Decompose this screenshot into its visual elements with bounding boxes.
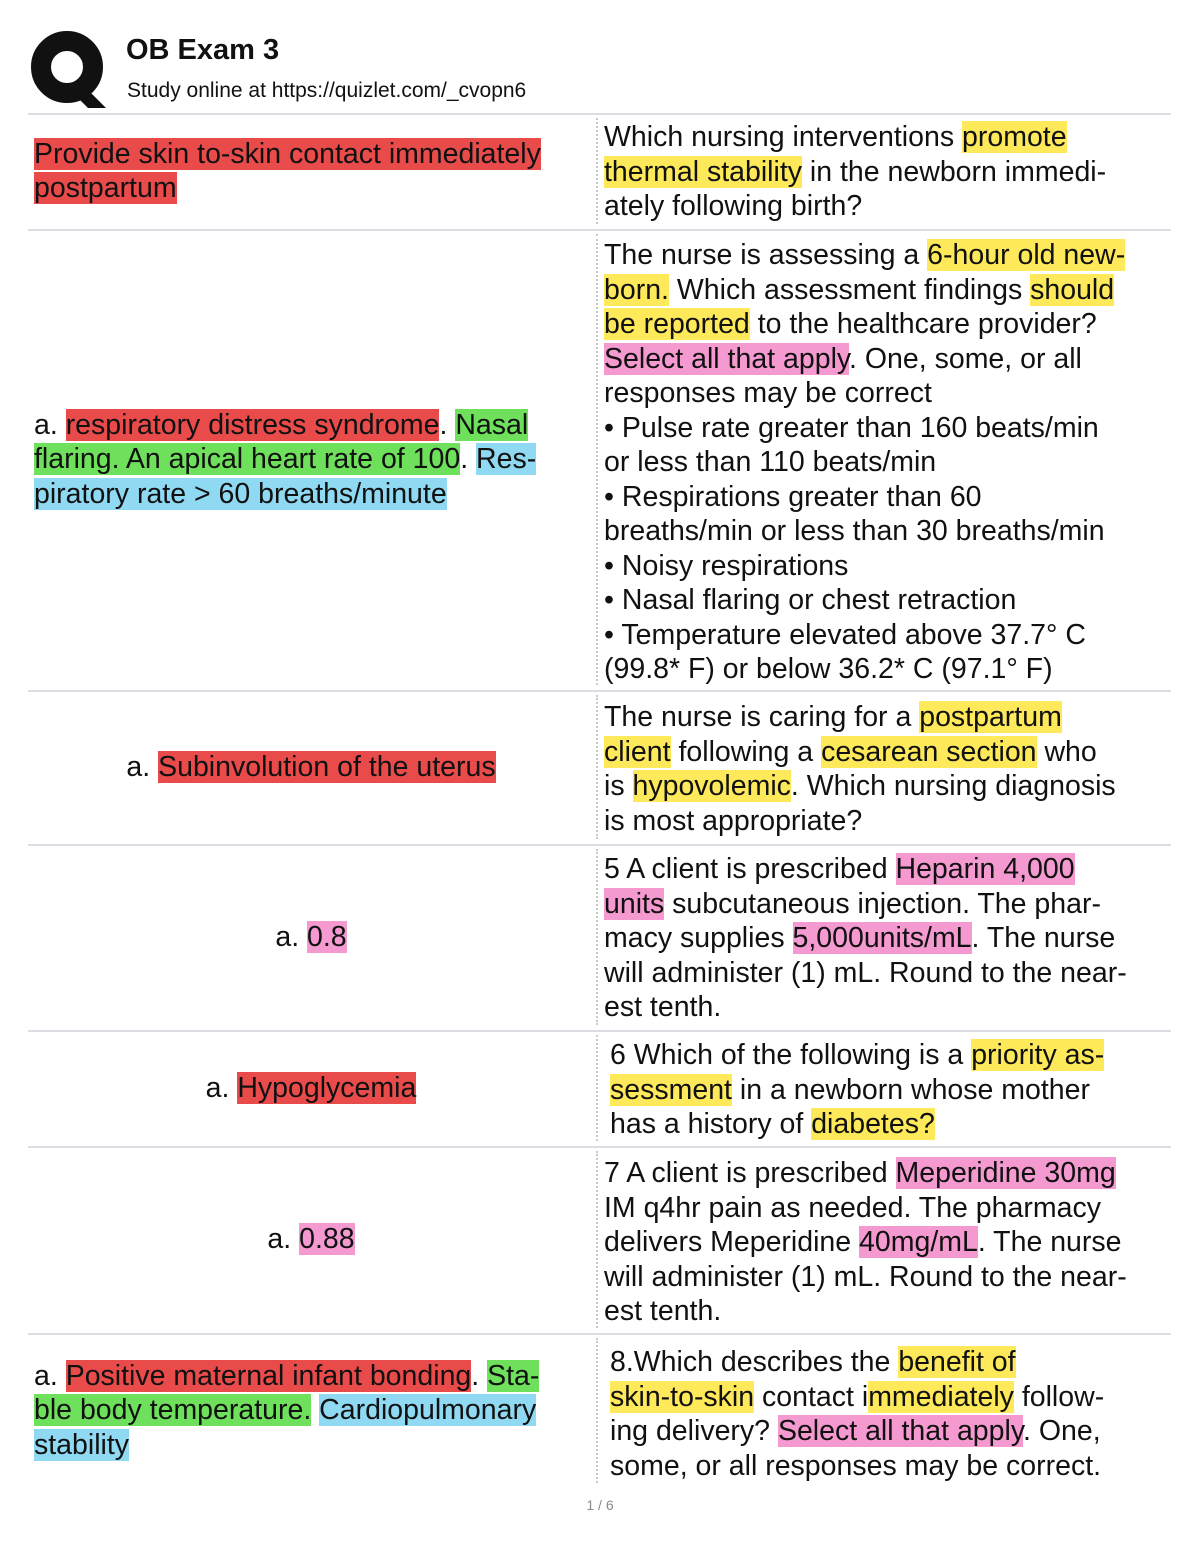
highlight-yellow: 6-hour old new- [927,239,1126,271]
highlight-pink: Meperidine 30mg [895,1157,1116,1189]
highlight-pink: 0.8 [307,920,347,953]
highlight-red: Subinvolution of the uterus [158,750,496,783]
highlight-red: Provide skin to-skin contact immediately [34,137,541,170]
card-term: 5 A client is prescribed Heparin 4,000 units subcutaneous injection. The phar- macy supplies 5,000units/mL. The nurse will administer (1) mL. Round to the near- est tenth. [604,853,1127,1023]
highlight-green: Nasal [455,408,529,441]
highlight-blue: Res- [476,443,537,476]
row-divider [28,113,1171,115]
card-definition [34,118,588,224]
card-term: 8.Which describes the benefit of skin-to-skin contact immediately follow- ing delivery? Select all that apply. One, some, or all responses may be correct. [610,1346,1105,1482]
column-separator [596,1338,598,1483]
row-divider [28,844,1171,846]
card-definition: a. respiratory distress syndrome. Nasal flaring. An apical heart rate of 100. Res- piratory rate > 60 breaths/minute [34,408,537,510]
row-divider [28,229,1171,231]
page-header [30,28,1180,108]
highlight-blue: Cardiopulmonary [319,1394,537,1427]
card-term: 6 Which of the following is a priority as- sessment in a newborn whose mother has a history of diabetes? [610,1039,1105,1140]
column-separator [596,849,598,1025]
card-definition: a. 0.88 [267,1223,355,1256]
quizlet-logo-icon [30,30,108,108]
highlight-yellow: postpartum [919,701,1062,733]
highlight-yellow: benefit of [898,1346,1016,1378]
column-separator [596,1035,598,1141]
highlight-pink: 0.88 [299,1223,355,1256]
highlight-red: postpartum [34,172,177,204]
highlight-yellow: thermal stability [604,155,802,188]
card-term: The nurse is assessing a 6-hour old new- born. Which assessment findings should be reported to the healthcare provider? Select all that apply. One, some, or all responses may be correct • Pulse rate greater than 160 beats/min or less than 110 beats/min • Respirations greater than 60 breaths/min or less than 30 breaths/min • Noisy respirations • Nasal flaring or chest retraction • Temperature elevated above 37.7° C (99.8* F) or below 36.2* C (97.1° F) [604,239,1126,685]
card-definition: a. Hypoglycemia [205,1071,417,1104]
highlight-yellow: born. [604,273,669,306]
row-divider [28,1030,1171,1032]
highlight-yellow: diabetes? [811,1108,935,1140]
highlight-yellow: cesarean section [821,735,1037,768]
card-term: The nurse is caring for a postpartum client following a cesarean section who is hypovolemic. Which nursing diagnosis is most appropriate? [604,701,1116,837]
highlight-yellow: should [1030,273,1115,306]
highlight-yellow: promote [962,121,1067,153]
highlight-green: Sta- [487,1359,540,1392]
page-number: 1 / 6 [586,1497,614,1513]
card-term: 7 A client is prescribed Meperidine 30mg IM q4hr pain as needed. The pharmacy delivers Meperidine 40mg/mL. The nurse will administer (1) mL. Round to the near- est tenth. [604,1157,1127,1327]
term-line: ately following birth? [604,190,863,222]
highlight-pink: units [604,887,665,920]
study-link[interactable]: Study online at https://quizlet.com/_cvopn6 [127,79,527,102]
highlight-yellow: hypovolemic [632,770,791,802]
page-title: OB Exam 3 [126,34,280,66]
term-line: Which nursing interventions promote [604,121,1067,153]
card-term [604,120,1170,224]
highlight-red: Positive maternal infant bonding [65,1359,472,1392]
highlight-red: Hypoglycemia [237,1071,417,1104]
highlight-pink: Select all that apply [604,342,850,375]
row-divider [28,1146,1171,1148]
column-separator [596,118,598,224]
highlight-pink: Heparin 4,000 [895,853,1075,885]
highlight-green: ble body temperature. [34,1394,312,1427]
highlight-pink: Select all that apply [777,1415,1023,1447]
highlight-red: respiratory distress syndrome [65,408,440,441]
highlight-yellow: client [604,735,671,768]
highlight-yellow: be reported [604,308,750,340]
highlight-blue: piratory rate > 60 breaths/minute [34,477,447,510]
highlight-yellow: priority as- [971,1039,1105,1071]
highlight-blue: stability [34,1428,130,1461]
row-divider [28,1333,1171,1335]
highlight-pink: 40mg/mL [859,1226,978,1258]
highlight-yellow: sessment [610,1073,732,1106]
row-divider [28,690,1171,692]
highlight-green: flaring. An apical heart rate of 100 [34,443,461,476]
highlight-yellow: mmediately [868,1380,1014,1413]
column-separator [596,234,598,685]
column-separator [596,695,598,839]
card-definition: a. Subinvolution of the uterus [126,750,496,783]
highlight-yellow: skin-to-skin [610,1380,755,1413]
term-line: thermal stability in the newborn immedi- [604,155,1107,188]
card-definition: a. 0.8 [275,920,347,953]
card-definition: a. Positive maternal infant bonding. Sta- ble body temperature. Cardiopulmonary stability [34,1359,540,1461]
highlight-pink: 5,000units/mL [792,922,972,954]
column-separator [596,1151,598,1328]
